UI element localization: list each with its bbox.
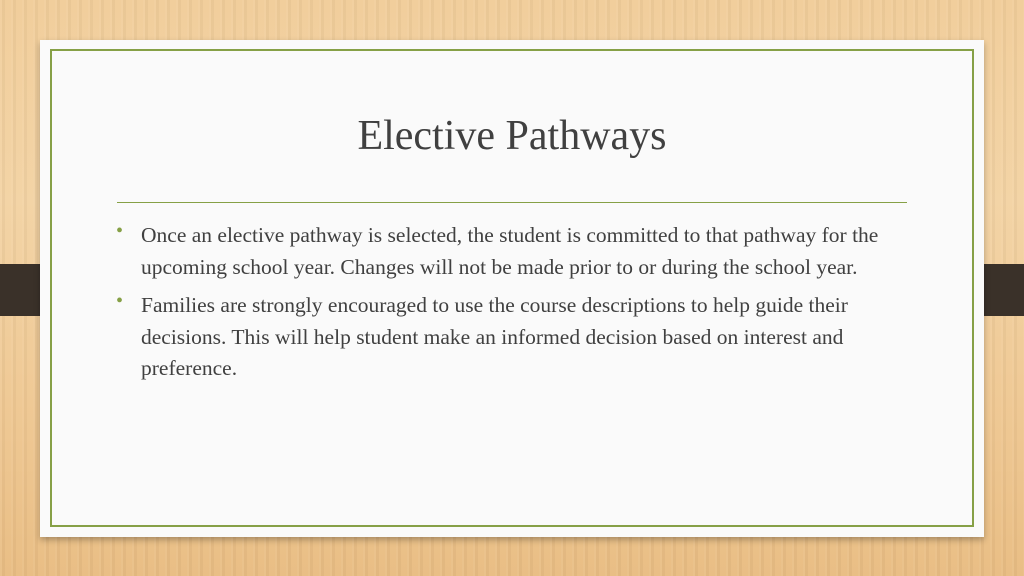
bullet-item bbox=[116, 220, 916, 283]
slide-card bbox=[40, 40, 984, 537]
bullet-item bbox=[116, 290, 916, 385]
bullet-dot-icon: • bbox=[116, 220, 124, 242]
bullet-text: Families are strongly encouraged to use the course descriptions to help guide their decisions. This will help student make an informed decision based on interest and preference. bbox=[141, 293, 848, 380]
bullet-list bbox=[116, 220, 916, 392]
title-divider bbox=[117, 202, 907, 203]
bullet-text: Once an elective pathway is selected, the student is committed to that pathway for the upcoming school year. Changes will not be made prior to or during the school year. bbox=[141, 223, 879, 279]
slide-title: Elective Pathways bbox=[357, 113, 667, 159]
bullet-dot-icon: • bbox=[116, 290, 124, 312]
